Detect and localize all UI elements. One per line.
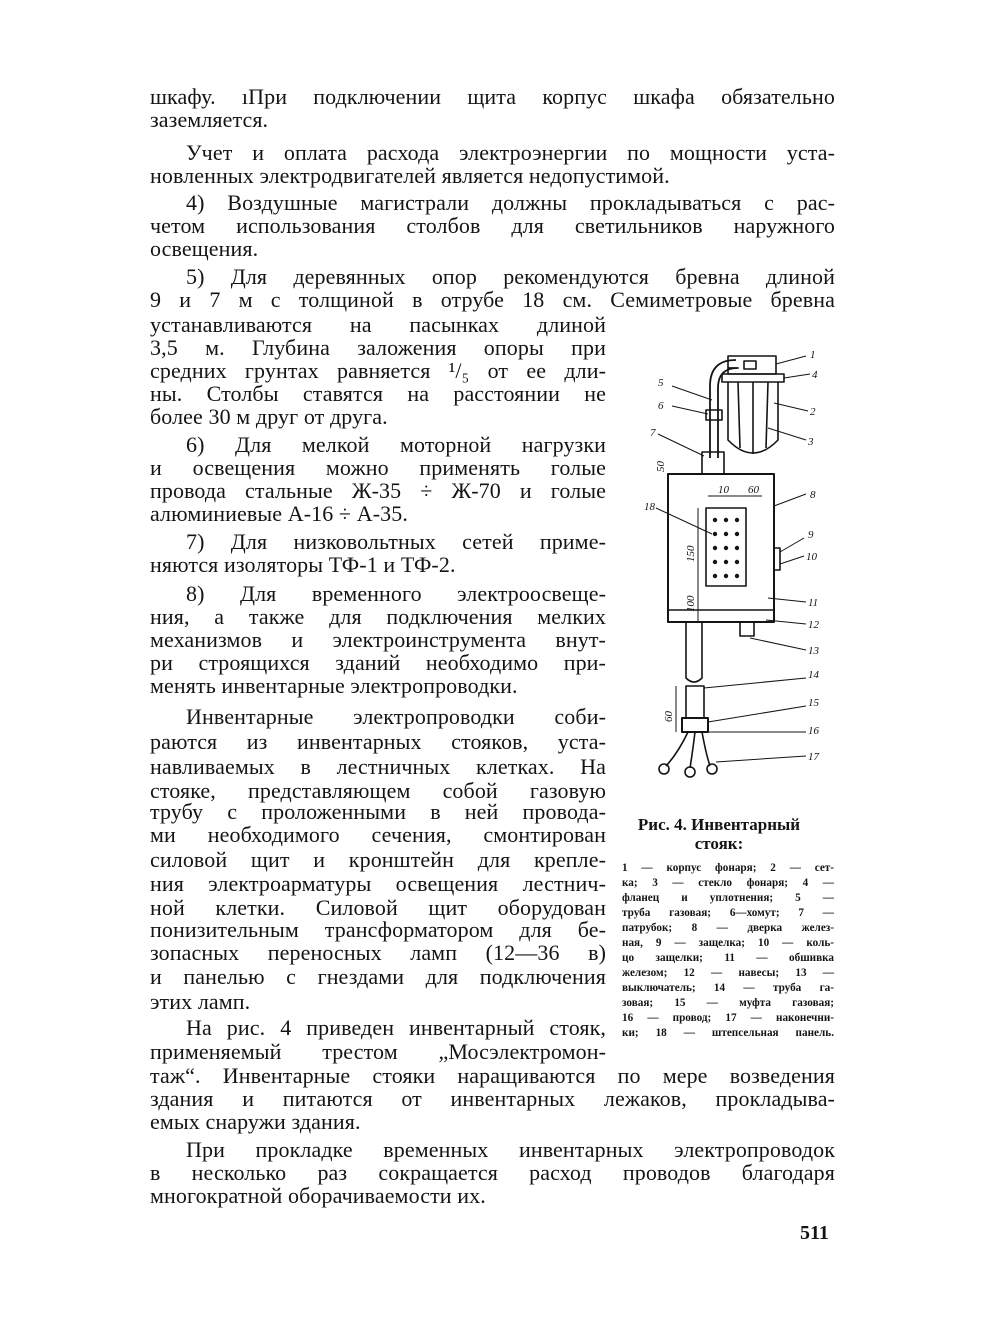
text-line: силовой щит и кронштейн для крепле- — [150, 847, 606, 872]
dimension-label: 150 — [685, 545, 697, 562]
wire-terminal — [707, 764, 717, 774]
legend-line: зовая; 15 — муфта газовая; — [622, 997, 834, 1009]
cage-bar — [766, 382, 768, 448]
leader-line — [784, 374, 810, 378]
legend-line: ка; 3 — стекло фонаря; 4 — — [622, 877, 834, 889]
leader-line — [704, 678, 806, 688]
clamp — [706, 410, 722, 420]
wire — [702, 732, 710, 766]
dimension-label: 60 — [663, 711, 675, 722]
text-line: няются изоляторы ТФ-1 и ТФ-2. — [150, 552, 456, 577]
text-line: трубу с проложенными в ней провода- — [150, 799, 606, 824]
text-line: понизительным трансформатором для бе- — [150, 917, 606, 942]
leader-line — [774, 403, 808, 411]
leader-line — [656, 508, 712, 534]
text-line: многократной оборачиваемости их. — [150, 1183, 486, 1208]
callout-1: 1 — [810, 349, 816, 361]
text-line: ри строящихся зданий необходимо при- — [150, 650, 606, 675]
socket-holes — [713, 518, 739, 578]
callout-13: 13 — [808, 645, 819, 657]
inventory-riser-diagram — [628, 348, 838, 788]
callout-15: 15 — [808, 697, 819, 709]
leader-line — [750, 638, 806, 650]
text-line: При прокладке временных инвентарных электропроводок — [186, 1137, 835, 1162]
lantern-body — [728, 356, 776, 374]
dimension-label: 50 — [655, 461, 667, 472]
text-line: раются из инвентарных стояков, уста- — [150, 729, 606, 754]
callout-8: 8 — [810, 489, 816, 501]
dimension-label: 100 — [685, 595, 697, 612]
text-line: ми необходимого сечения, смонтирован — [150, 822, 606, 847]
text-line: ны. Столбы ставятся на расстоянии не — [150, 381, 606, 406]
callout-16: 16 — [808, 725, 819, 737]
leader-line — [716, 756, 806, 762]
dimension-label: 60 — [748, 484, 759, 496]
text-line: этих ламп. — [150, 989, 251, 1014]
lantern-flange — [722, 374, 784, 382]
callout-11: 11 — [808, 597, 819, 609]
legend-line: выключатель; 14 — труба га- — [622, 982, 834, 994]
page-number: 511 — [800, 1222, 829, 1244]
text-line: 5) Для деревянных опор рекомендуются бревна длиной — [186, 264, 835, 289]
text-line: заземляется. — [150, 107, 269, 132]
text-line: менять инвентарные электропроводки. — [150, 673, 518, 698]
legend-line: железом; 12 — навесы; 13 — — [622, 967, 834, 979]
callout-9: 9 — [808, 529, 814, 541]
leader-line — [768, 428, 806, 440]
text-line: механизмов и электроинструмента внут- — [150, 627, 606, 652]
leader-line — [780, 556, 804, 564]
wire-terminal — [659, 764, 669, 774]
text-line: 9 и 7 м с толщиной в отрубе 18 см. Семиметровые бревна — [150, 287, 835, 312]
text-line: 7) Для низковольтных сетей приме- — [186, 529, 606, 554]
text-line: здания и питаются от инвентарных лежаков, прокладыва- — [150, 1086, 835, 1111]
text-line: применяемый трестом „Мосэлектромон- — [150, 1039, 606, 1064]
legend-line: 1 — корпус фонаря; 2 — сет- — [622, 862, 834, 874]
legend-line: ная, 9 — защелка; 10 — коль- — [622, 937, 834, 949]
text-line: 6) Для мелкой моторной нагрузки — [186, 432, 606, 457]
text-line: средних грунтах равняется ¹/₅ от ее дли- — [150, 358, 606, 383]
legend-line: цо защелки; 11 — обшивка — [622, 952, 834, 964]
callout-17: 17 — [808, 751, 819, 763]
leader-line — [672, 406, 708, 414]
text-line: устанавливаются на пасынках длиной — [150, 312, 606, 337]
text-line: и панелью с гнездами для подключения — [150, 964, 606, 989]
text-line: и освещения можно применять голые — [150, 455, 606, 480]
text-line: навливаемых в лестничных клетках. На — [150, 754, 606, 779]
legend-line: труба газовая; 6—хомут; 7 — — [622, 907, 834, 919]
text-line: На рис. 4 приведен инвентарный стояк, — [186, 1015, 606, 1040]
legend-line: ки; 18 — штепсельная панель. — [622, 1027, 834, 1039]
callout-14: 14 — [808, 669, 819, 681]
pipe-segment — [686, 686, 704, 718]
leader-line — [774, 494, 806, 506]
text-line: 3,5 м. Глубина заложения опоры при — [150, 335, 606, 360]
text-line: емых снаружи здания. — [150, 1109, 361, 1134]
text-line: зопасных переносных ламп (12—36 в) — [150, 940, 606, 965]
callout-7: 7 — [650, 427, 656, 439]
wire — [666, 732, 688, 766]
wire-terminal — [685, 767, 695, 777]
text-line: 8) Для временного электроосвеще- — [186, 581, 606, 606]
leader-line — [708, 706, 806, 722]
callout-4: 4 — [812, 369, 818, 381]
cage-bar — [738, 382, 740, 448]
text-line: четом использования столбов для светильников наружного — [150, 213, 835, 238]
text-line: провода стальные Ж-35 ÷ Ж-70 и голые — [150, 478, 606, 503]
switch — [740, 622, 754, 636]
riser-pipe — [686, 622, 702, 682]
text-line: ной клетки. Силовой щит оборудован — [150, 895, 606, 920]
text-line: новленных электродвигателей является недопустимой. — [150, 163, 670, 188]
text-line: ния электроарматуры освещения лестнич- — [150, 871, 606, 896]
text-line: Инвентарные электропроводки соби- — [186, 704, 606, 729]
text-line: стояке, представляющем собой газовую — [150, 778, 606, 803]
text-line: 4) Воздушные магистрали должны прокладываться с рас- — [186, 190, 835, 215]
legend-line: 16 — провод; 17 — наконечни- — [622, 1012, 834, 1024]
callout-6: 6 — [658, 400, 664, 412]
leader-line — [780, 538, 804, 552]
branch-pipe — [702, 452, 724, 474]
callout-18: 18 — [644, 501, 655, 513]
figure-caption-title: Рис. 4. Инвентарный — [637, 815, 801, 834]
callout-2: 2 — [810, 406, 816, 418]
text-line: алюминиевые А-16 ÷ А-35. — [150, 501, 408, 526]
text-line: шкафу. ıПри подключении щита корпус шкафа обязательно — [150, 84, 835, 109]
dimension-label: 10 — [718, 484, 729, 496]
callout-10: 10 — [806, 551, 817, 563]
gas-coupling — [682, 718, 708, 732]
legend-line: фланец и уплотнения; 5 — — [622, 892, 834, 904]
leader-line — [672, 386, 712, 400]
text-line: Учет и оплата расхода электроэнергии по мощности уста- — [186, 140, 835, 165]
text-line: более 30 м друг от друга. — [150, 404, 388, 429]
legend-line: патрубок; 8 — дверка желез- — [622, 922, 834, 934]
leader-line — [776, 356, 806, 364]
leader-line — [658, 434, 704, 456]
text-line: освещения. — [150, 236, 259, 261]
figure-caption-title: стояк: — [694, 834, 744, 853]
text-line: ния, а также для подключения мелких — [150, 604, 606, 629]
lantern-window — [744, 361, 756, 369]
wire — [690, 732, 695, 768]
text-line: таж“. Инвентарные стояки наращиваются по мере возведения — [150, 1063, 835, 1088]
callout-3: 3 — [808, 436, 814, 448]
text-line: в несколько раз сокращается расход проводов благодаря — [150, 1160, 835, 1185]
callout-12: 12 — [808, 619, 819, 631]
callout-5: 5 — [658, 377, 664, 389]
